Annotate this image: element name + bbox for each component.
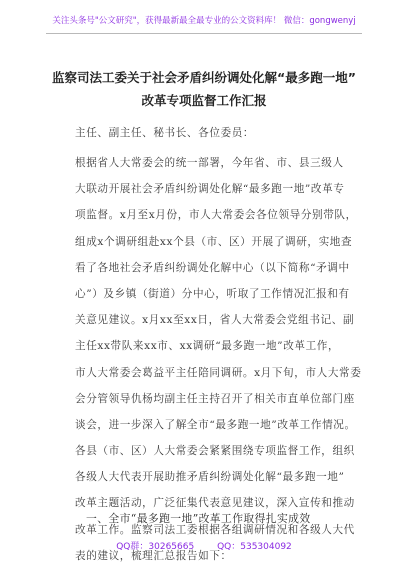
header-divider [46,33,362,34]
footer-qq-group: QQ群：30265665 [116,542,195,552]
salutation: 主任、副主任、秘书长、各位委员： [75,127,255,139]
footer-contact [0,539,408,552]
body-line: 市人大常委会葛益平主任陪同调研。x月下旬，市人大常委 [75,366,362,379]
body-line: 关意见建议。x月xx至xx日，省人大常委会党组书记、副 [75,314,355,327]
document-title-line-2: 改革专项监督工作汇报 [141,93,267,108]
body-line: 组成x个调研组赴xx个县（市、区）开展了调研，实地查 [75,235,353,248]
body-line: 改革主题活动，广泛征集代表意见建议，深入宣传和推动 [75,497,355,510]
document-title-line-1: 监察司法工委关于社会矛盾纠纷调处化解“最多跑一地” [52,70,356,85]
body-line: 谈会，进一步深入了解全市“最多跑一地”改革工作情况。 [75,418,356,431]
body-line: 项监督。x月至x月份，市人大常委会各位领导分别带队， [75,209,357,222]
body-line: 大联动开展社会矛盾纠纷调处化解“最多跑一地”改革专 [75,183,345,196]
body-line: 根据省人大常委会的统一部署，今年省、市、县三级人 [75,157,344,169]
body-line: 看了各地社会矛盾纠纷调处化解中心（以下简称“矛调中 [75,261,350,274]
body-line: 会分管领导仇杨均副主任主持召开了相关市直单位部门座 [75,392,355,405]
header-banner: 关注头条号"公文研究"，获得最新最全最专业的公文资料库！ 微信：gongwenyj [52,16,356,26]
body-line: 各县（市、区）人大常委会紧紧围绕专项监督工作，组织 [75,445,355,458]
body-line: 主任xx带队来xx市、xx调研“最多跑一地”改革工作， [75,340,340,353]
body-line: 心”）及乡镇（街道）分中心，听取了工作情况汇报和有 [75,287,350,300]
body-line: 改革工作。监察司法工委根据各组调研情况和各级人大代 [75,523,355,536]
body-paragraph [75,150,362,569]
body-line: 表的建议，梳理汇总报告如下： [75,549,232,562]
section-heading: 一、全市“最多跑一地”改革工作取得扎实成效 [86,512,311,525]
footer-qq-number: QQ：535304092 [217,542,292,552]
body-line: 各级人大代表开展助推矛盾纠纷调处化解“最多跑一地” [75,471,345,484]
